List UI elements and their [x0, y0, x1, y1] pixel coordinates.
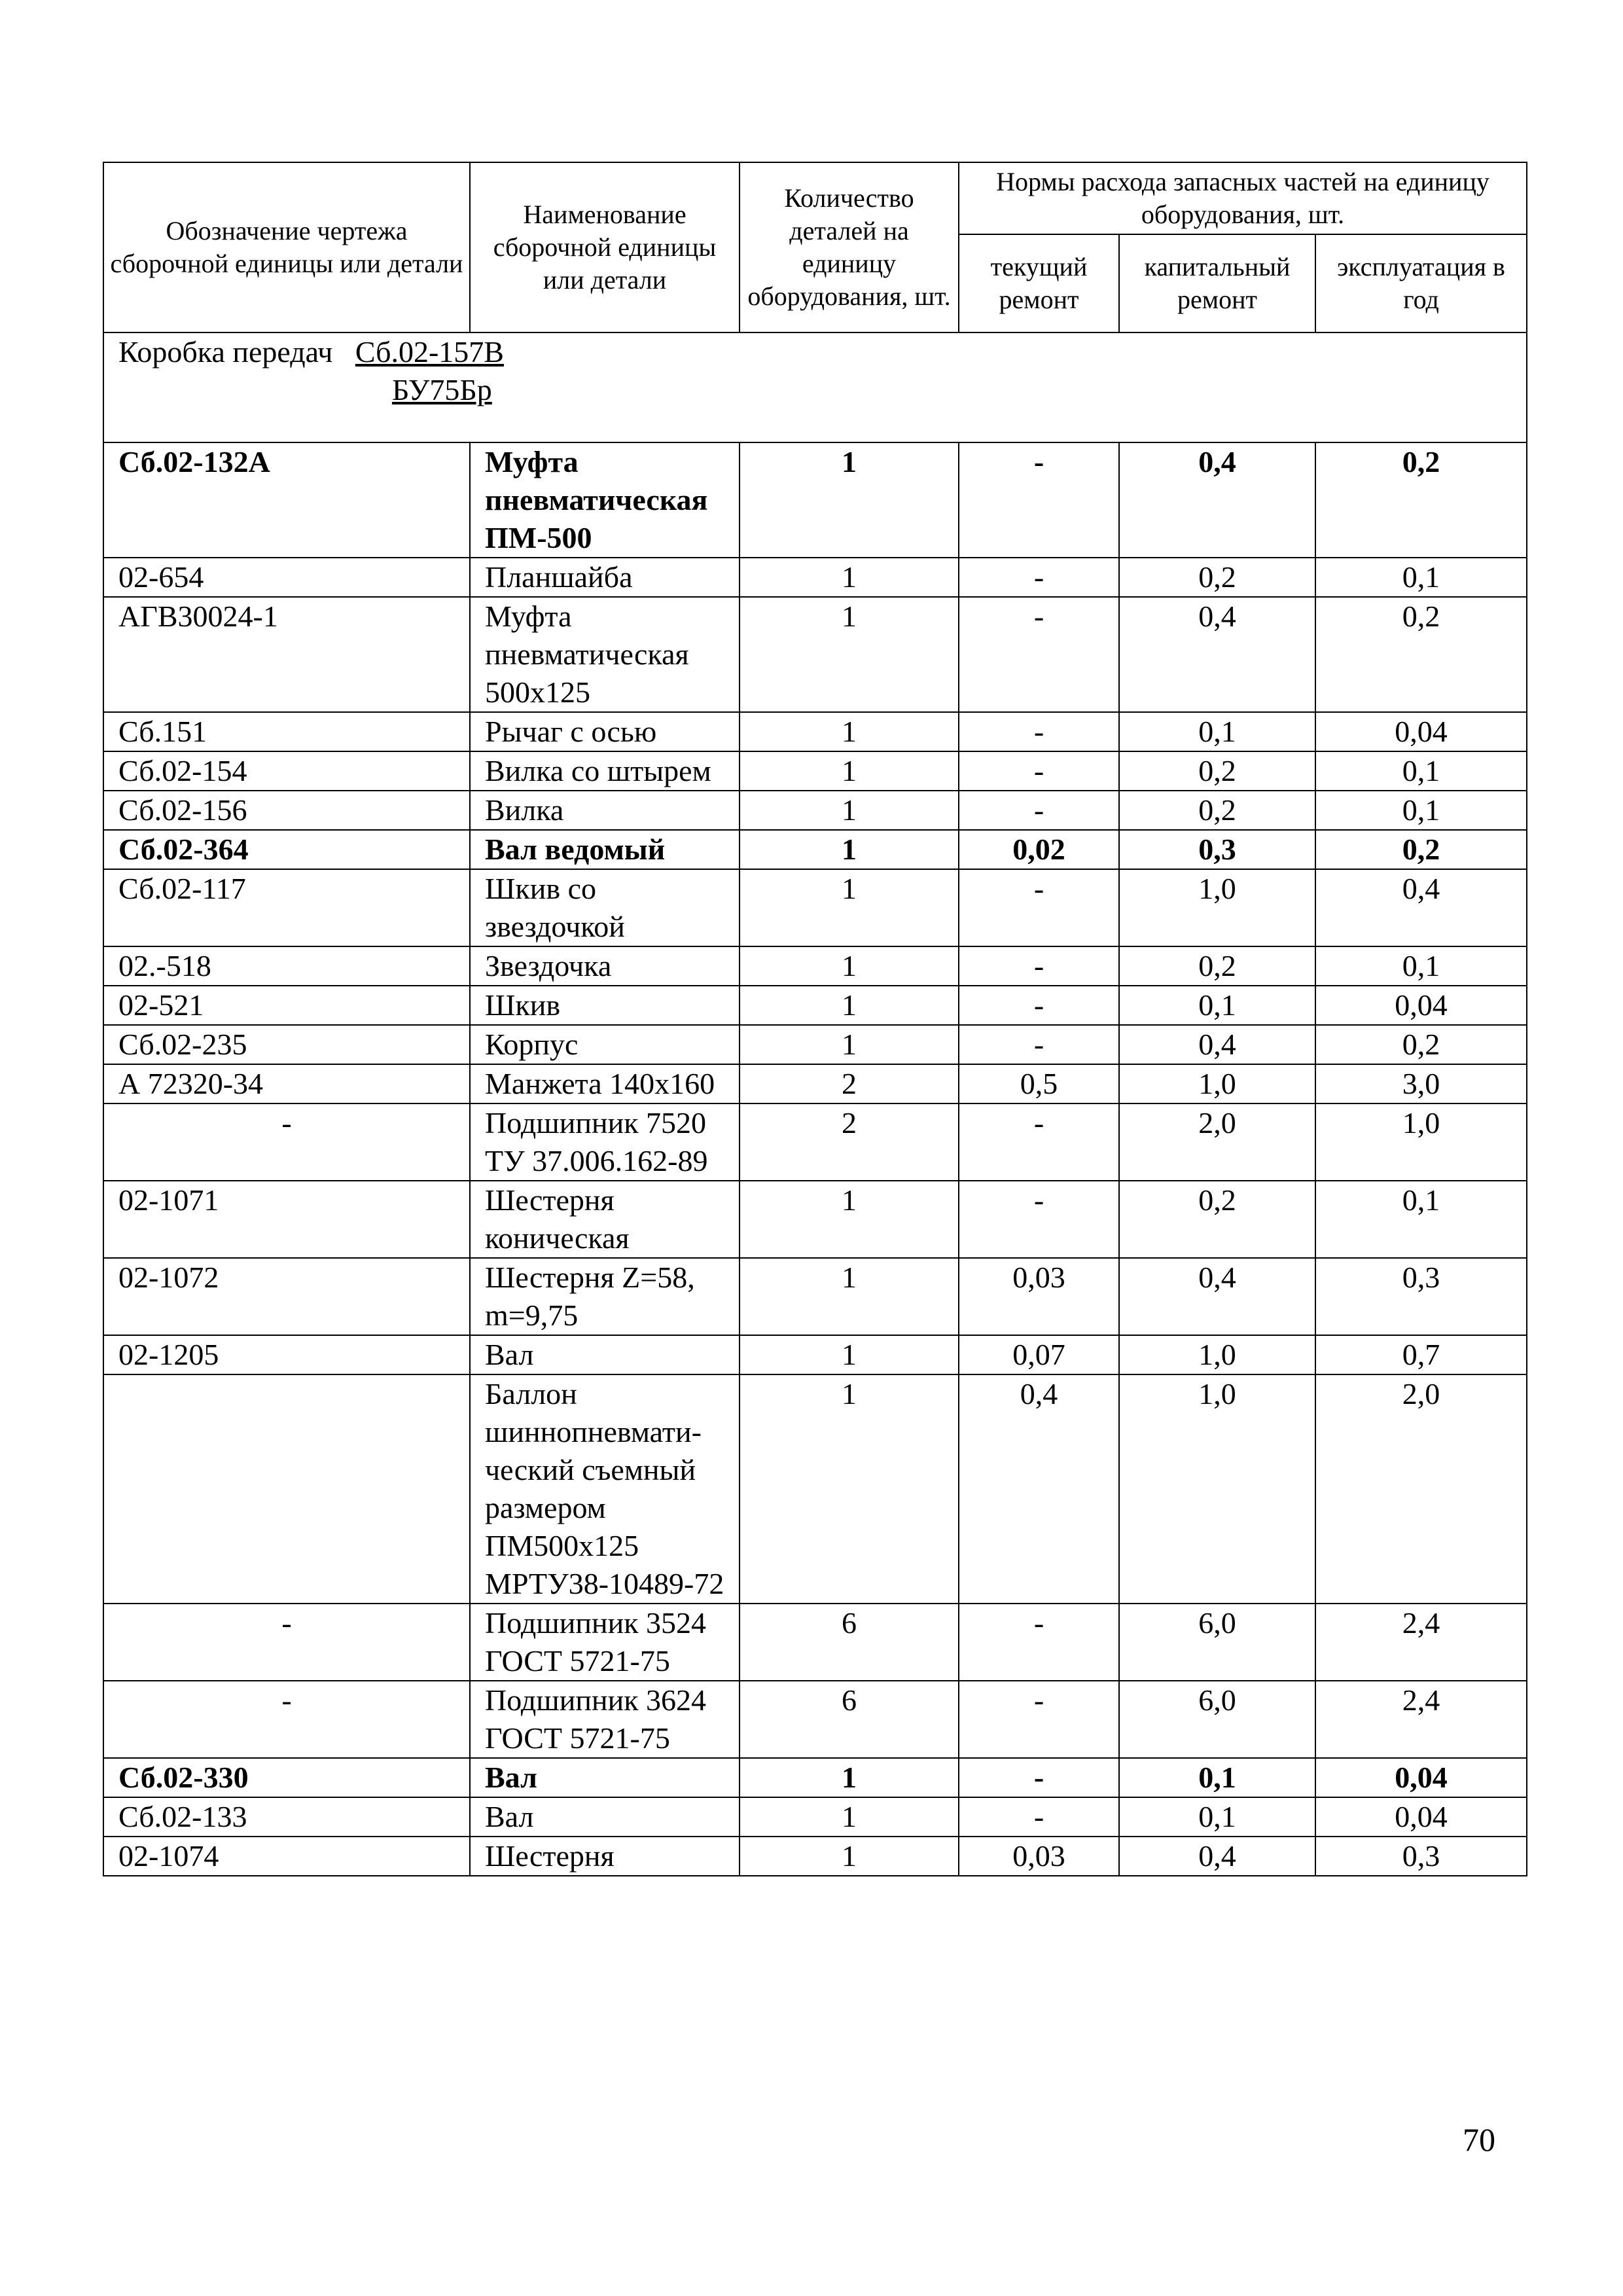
cell-capital-repair: 0,2 [1119, 791, 1315, 830]
cell-capital-repair: 6,0 [1119, 1604, 1315, 1681]
section-heading [103, 332, 1527, 442]
cell-quantity: 2 [740, 1103, 959, 1181]
cell-yearly-operation: 3,0 [1315, 1064, 1527, 1103]
table-row [103, 751, 1527, 791]
cell-drawing-code: Сб.02-235 [103, 1025, 470, 1064]
cell-yearly-operation: 0,2 [1315, 442, 1527, 558]
cell-capital-repair: 0,4 [1119, 597, 1315, 712]
cell-quantity: 1 [740, 1258, 959, 1335]
cell-yearly-operation: 0,1 [1315, 791, 1527, 830]
cell-quantity: 1 [740, 830, 959, 869]
header-drawing-code: Обозначение чертежа сборочной единицы или детали [103, 162, 470, 332]
cell-drawing-code: Сб.02-132А [103, 442, 470, 558]
cell-yearly-operation: 0,3 [1315, 1837, 1527, 1876]
table-row [103, 1335, 1527, 1374]
cell-capital-repair: 0,1 [1119, 986, 1315, 1025]
cell-current-repair: - [959, 558, 1119, 597]
cell-current-repair: - [959, 1181, 1119, 1258]
cell-yearly-operation: 0,1 [1315, 558, 1527, 597]
cell-yearly-operation: 0,2 [1315, 1025, 1527, 1064]
page-number: 70 [1463, 2121, 1495, 2158]
cell-part-name: Планшайба [470, 558, 740, 597]
cell-capital-repair: 0,2 [1119, 558, 1315, 597]
cell-part-name: Баллон шиннопневмати-ческий съемный размером ПМ500х125 МРТУ38-10489-72 [470, 1374, 740, 1604]
cell-yearly-operation: 2,4 [1315, 1681, 1527, 1758]
cell-drawing-code: 02-1205 [103, 1335, 470, 1374]
table-row [103, 1258, 1527, 1335]
cell-current-repair: - [959, 791, 1119, 830]
cell-drawing-code: 02.-518 [103, 946, 470, 986]
cell-part-name: Подшипник 7520 ТУ 37.006.162-89 [470, 1103, 740, 1181]
cell-part-name: Шестерня коническая [470, 1181, 740, 1258]
cell-current-repair: - [959, 712, 1119, 751]
table-row [103, 1604, 1527, 1681]
cell-capital-repair: 6,0 [1119, 1681, 1315, 1758]
cell-drawing-code: Сб.02-117 [103, 869, 470, 946]
cell-capital-repair: 1,0 [1119, 1335, 1315, 1374]
cell-drawing-code: Сб.151 [103, 712, 470, 751]
header-norms: Нормы расхода запасных частей на единицу оборудования, шт. [959, 162, 1527, 234]
cell-yearly-operation: 0,1 [1315, 1181, 1527, 1258]
table-row [103, 869, 1527, 946]
cell-drawing-code: 02-521 [103, 986, 470, 1025]
cell-capital-repair: 0,4 [1119, 1258, 1315, 1335]
cell-capital-repair: 0,4 [1119, 1837, 1315, 1876]
table-header [103, 162, 1527, 332]
cell-yearly-operation: 0,04 [1315, 712, 1527, 751]
cell-capital-repair: 1,0 [1119, 869, 1315, 946]
cell-capital-repair: 1,0 [1119, 1064, 1315, 1103]
cell-quantity: 1 [740, 1797, 959, 1837]
table-row [103, 712, 1527, 751]
cell-part-name: Манжета 140х160 [470, 1064, 740, 1103]
cell-drawing-code [103, 1374, 470, 1604]
table-body [103, 332, 1527, 1876]
cell-yearly-operation: 1,0 [1315, 1103, 1527, 1181]
header-yearly-operation: эксплуатация в год [1315, 234, 1527, 332]
cell-drawing-code: 02-1071 [103, 1181, 470, 1258]
cell-part-name: Подшипник 3624 ГОСТ 5721-75 [470, 1681, 740, 1758]
cell-quantity: 2 [740, 1064, 959, 1103]
cell-part-name: Рычаг с осью [470, 712, 740, 751]
cell-capital-repair: 0,4 [1119, 1025, 1315, 1064]
cell-current-repair: 0,03 [959, 1258, 1119, 1335]
cell-current-repair: - [959, 442, 1119, 558]
cell-quantity: 1 [740, 946, 959, 986]
header-quantity: Количество деталей на единицу оборудования, шт. [740, 162, 959, 332]
cell-part-name: Вал [470, 1758, 740, 1797]
cell-current-repair: - [959, 1103, 1119, 1181]
cell-quantity: 1 [740, 751, 959, 791]
cell-yearly-operation: 0,3 [1315, 1258, 1527, 1335]
cell-current-repair: - [959, 869, 1119, 946]
cell-part-name: Вилка [470, 791, 740, 830]
cell-capital-repair: 0,1 [1119, 1758, 1315, 1797]
cell-yearly-operation: 0,04 [1315, 986, 1527, 1025]
table-row [103, 986, 1527, 1025]
cell-quantity: 1 [740, 712, 959, 751]
cell-drawing-code: Сб.02-133 [103, 1797, 470, 1837]
cell-yearly-operation: 0,2 [1315, 597, 1527, 712]
cell-part-name: Муфта пневматическая 500х125 [470, 597, 740, 712]
cell-part-name: Вал ведомый [470, 830, 740, 869]
cell-current-repair: 0,03 [959, 1837, 1119, 1876]
section-model: БУ75Бр [392, 373, 492, 406]
cell-capital-repair: 0,2 [1119, 751, 1315, 791]
table-row [103, 1837, 1527, 1876]
cell-quantity: 1 [740, 986, 959, 1025]
cell-part-name: Шкив со звездочкой [470, 869, 740, 946]
cell-quantity: 1 [740, 791, 959, 830]
header-current-repair: текущий ремонт [959, 234, 1119, 332]
cell-quantity: 1 [740, 869, 959, 946]
cell-current-repair: - [959, 986, 1119, 1025]
cell-quantity: 6 [740, 1604, 959, 1681]
section-label: Коробка передач [118, 335, 333, 368]
cell-quantity: 6 [740, 1681, 959, 1758]
cell-quantity: 1 [740, 1025, 959, 1064]
cell-quantity: 1 [740, 442, 959, 558]
cell-current-repair: 0,02 [959, 830, 1119, 869]
cell-capital-repair: 0,2 [1119, 1181, 1315, 1258]
cell-drawing-code: АГВ30024-1 [103, 597, 470, 712]
cell-quantity: 1 [740, 1374, 959, 1604]
cell-yearly-operation: 0,1 [1315, 946, 1527, 986]
cell-current-repair: 0,07 [959, 1335, 1119, 1374]
cell-current-repair: - [959, 1025, 1119, 1064]
cell-current-repair: - [959, 1797, 1119, 1837]
table-row [103, 830, 1527, 869]
cell-part-name: Вал [470, 1797, 740, 1837]
cell-yearly-operation: 0,4 [1315, 869, 1527, 946]
header-capital-repair: капитальный ремонт [1119, 234, 1315, 332]
cell-drawing-code: - [103, 1681, 470, 1758]
cell-part-name: Корпус [470, 1025, 740, 1064]
cell-yearly-operation: 0,04 [1315, 1797, 1527, 1837]
cell-current-repair: - [959, 946, 1119, 986]
cell-current-repair: 0,5 [959, 1064, 1119, 1103]
cell-capital-repair: 0,3 [1119, 830, 1315, 869]
cell-yearly-operation: 2,4 [1315, 1604, 1527, 1681]
cell-part-name: Вилка со штырем [470, 751, 740, 791]
cell-quantity: 1 [740, 1181, 959, 1258]
cell-part-name: Шкив [470, 986, 740, 1025]
cell-current-repair: - [959, 1758, 1119, 1797]
cell-quantity: 1 [740, 1758, 959, 1797]
cell-drawing-code: 02-1074 [103, 1837, 470, 1876]
cell-yearly-operation: 0,1 [1315, 751, 1527, 791]
cell-drawing-code: А 72320-34 [103, 1064, 470, 1103]
cell-part-name: Шестерня [470, 1837, 740, 1876]
cell-quantity: 1 [740, 597, 959, 712]
cell-drawing-code: Сб.02-364 [103, 830, 470, 869]
table-row [103, 1797, 1527, 1837]
cell-quantity: 1 [740, 1837, 959, 1876]
cell-drawing-code: Сб.02-154 [103, 751, 470, 791]
cell-part-name: Звездочка [470, 946, 740, 986]
cell-current-repair: - [959, 1681, 1119, 1758]
cell-drawing-code: Сб.02-156 [103, 791, 470, 830]
table-row [103, 1064, 1527, 1103]
table-row [103, 1103, 1527, 1181]
cell-capital-repair: 1,0 [1119, 1374, 1315, 1604]
cell-quantity: 1 [740, 1335, 959, 1374]
cell-capital-repair: 2,0 [1119, 1103, 1315, 1181]
cell-yearly-operation: 2,0 [1315, 1374, 1527, 1604]
table-row [103, 597, 1527, 712]
table-row [103, 1181, 1527, 1258]
cell-current-repair: - [959, 1604, 1119, 1681]
cell-yearly-operation: 0,04 [1315, 1758, 1527, 1797]
cell-capital-repair: 0,2 [1119, 946, 1315, 986]
cell-drawing-code: - [103, 1604, 470, 1681]
cell-capital-repair: 0,1 [1119, 1797, 1315, 1837]
table-row [103, 1681, 1527, 1758]
cell-drawing-code: Сб.02-330 [103, 1758, 470, 1797]
cell-part-name: Муфта пневматическая ПМ-500 [470, 442, 740, 558]
table-row [103, 1758, 1527, 1797]
cell-part-name: Вал [470, 1335, 740, 1374]
cell-drawing-code: 02-1072 [103, 1258, 470, 1335]
header-part-name: Наименование сборочной единицы или детали [470, 162, 740, 332]
cell-drawing-code: 02-654 [103, 558, 470, 597]
cell-part-name: Шестерня Z=58, m=9,75 [470, 1258, 740, 1335]
cell-yearly-operation: 0,2 [1315, 830, 1527, 869]
spare-parts-table [103, 162, 1527, 1876]
section-code: Сб.02-157В [355, 335, 504, 368]
cell-current-repair: - [959, 751, 1119, 791]
cell-capital-repair: 0,1 [1119, 712, 1315, 751]
cell-yearly-operation: 0,7 [1315, 1335, 1527, 1374]
cell-part-name: Подшипник 3524 ГОСТ 5721-75 [470, 1604, 740, 1681]
table-row [103, 791, 1527, 830]
cell-current-repair: 0,4 [959, 1374, 1119, 1604]
cell-drawing-code: - [103, 1103, 470, 1181]
table-row [103, 442, 1527, 558]
cell-quantity: 1 [740, 558, 959, 597]
table-row [103, 946, 1527, 986]
table-row [103, 558, 1527, 597]
table-row [103, 1025, 1527, 1064]
cell-current-repair: - [959, 597, 1119, 712]
cell-capital-repair: 0,4 [1119, 442, 1315, 558]
table-row [103, 1374, 1527, 1604]
